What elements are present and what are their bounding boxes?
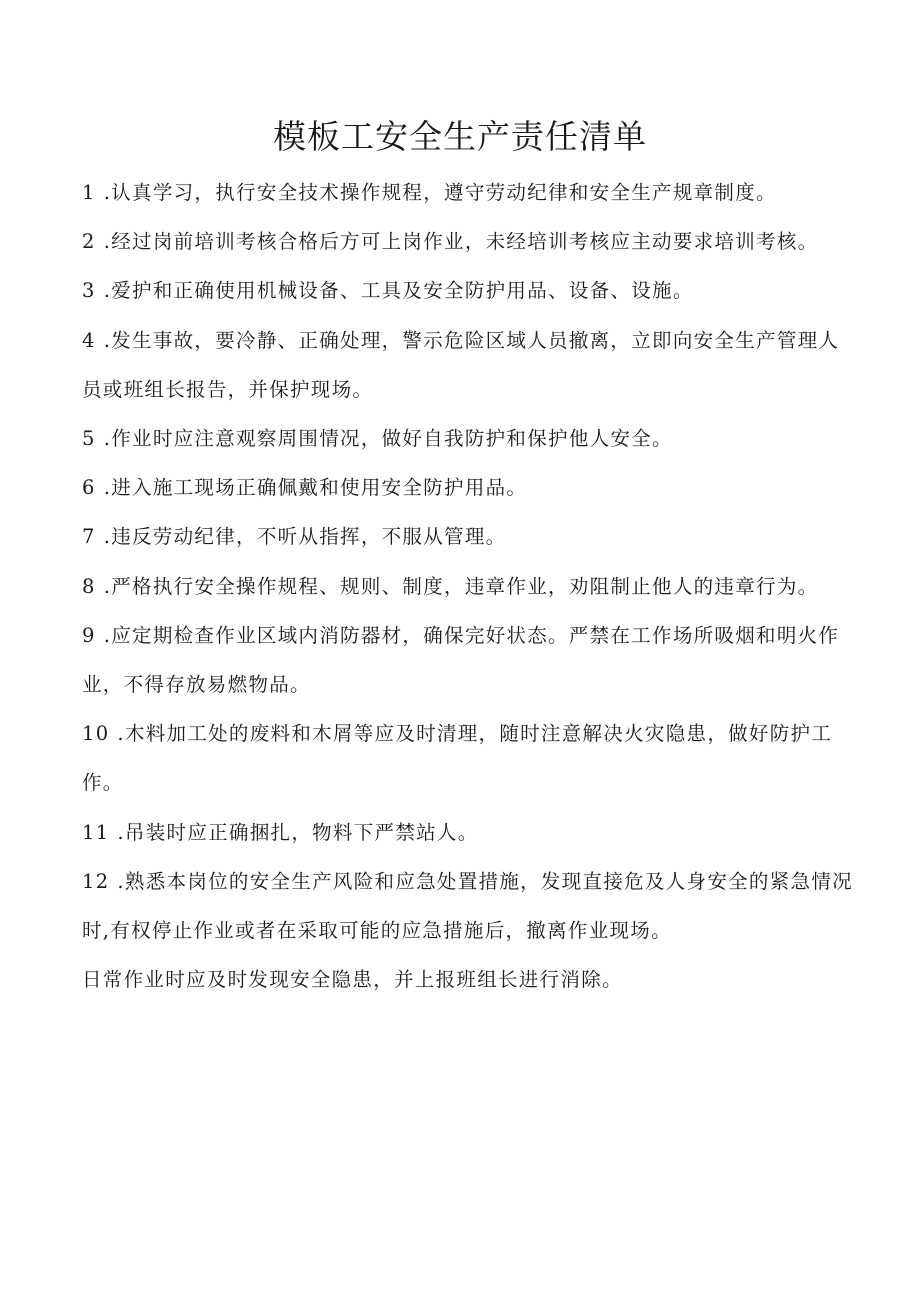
item-separator: . <box>103 525 112 549</box>
item-number: 6 <box>82 476 96 500</box>
item-number: 5 <box>82 427 96 451</box>
list-item <box>82 316 860 414</box>
document-title: 模板工安全生产责任清单 <box>273 117 647 156</box>
item-text: 应定期检查作业区域内消防器材，确保完好状态。严禁在工作场所吸烟和明火作业，不得存放易燃物品。 <box>82 623 840 697</box>
item-number: 7 <box>82 525 96 549</box>
list-item <box>82 857 860 955</box>
item-text: 认真学习，执行安全技术操作规程，遵守劳动纪律和安全生产规章制度。 <box>111 181 777 204</box>
item-text: 发生事故，要冷静、正确处理，警示危险区域人员撤离，立即向安全生产管理人员或班组长报告，并保护现场。 <box>82 328 840 401</box>
list-item <box>82 808 860 857</box>
list-item <box>82 562 860 611</box>
item-number: 4 <box>82 328 96 352</box>
item-separator: . <box>117 722 125 746</box>
item-separator: . <box>103 328 112 352</box>
item-separator: . <box>103 230 112 254</box>
closing-note: 日常作业时应及时发现安全隐患，并上报班组长进行消除。 <box>82 968 623 992</box>
item-separator: . <box>103 623 112 647</box>
list-item <box>82 611 860 709</box>
item-separator: . <box>117 869 125 893</box>
item-separator: . <box>103 574 112 598</box>
item-text: 吊装时应正确捆扎，物料下严禁站人。 <box>124 820 479 844</box>
item-text: 木料加工处的废料和木屑等应及时清理，随时注意解决火灾隐患，做好防护工作。 <box>82 722 833 795</box>
list-item <box>82 709 860 807</box>
item-text: 爱护和正确使用机械设备、工具及安全防护用品、设备、设施。 <box>111 279 694 303</box>
item-number: 1 <box>82 181 96 204</box>
item-text: 作业时应注意观察周围情况，做好自我防护和保护他人安全。 <box>111 427 673 451</box>
item-text: 进入施工现场正确佩戴和使用安全防护用品。 <box>111 476 528 500</box>
list-item <box>82 266 860 315</box>
item-separator: . <box>103 279 112 303</box>
item-text: 熟悉本岗位的安全生产风险和应急处置措施，发现直接危及人身安全的紧急情况时,有权停止作业或者在采取可能的应急措施后，撤离作业现场。 <box>82 869 853 943</box>
item-number: 3 <box>82 279 96 303</box>
responsibility-list <box>82 168 860 1004</box>
item-separator: . <box>117 820 125 844</box>
list-item <box>82 168 860 217</box>
item-number: 11 <box>82 820 110 844</box>
list-item <box>82 463 860 512</box>
item-number: 2 <box>82 230 96 254</box>
item-number: 10 <box>82 722 110 746</box>
item-separator: . <box>103 181 112 204</box>
item-number: 9 <box>82 623 96 647</box>
item-text: 经过岗前培训考核合格后方可上岗作业，未经培训考核应主动要求培训考核。 <box>111 230 819 254</box>
item-number: 8 <box>82 574 96 598</box>
list-item <box>82 512 860 561</box>
list-item <box>82 414 860 463</box>
item-separator: . <box>103 427 112 451</box>
list-item <box>82 217 860 266</box>
item-text: 严格执行安全操作规程、规则、制度，违章作业，劝阻制止他人的违章行为。 <box>111 574 819 598</box>
item-text: 违反劳动纪律，不听从指挥，不服从管理。 <box>111 525 507 549</box>
item-separator: . <box>103 476 112 500</box>
item-number: 12 <box>82 869 110 893</box>
